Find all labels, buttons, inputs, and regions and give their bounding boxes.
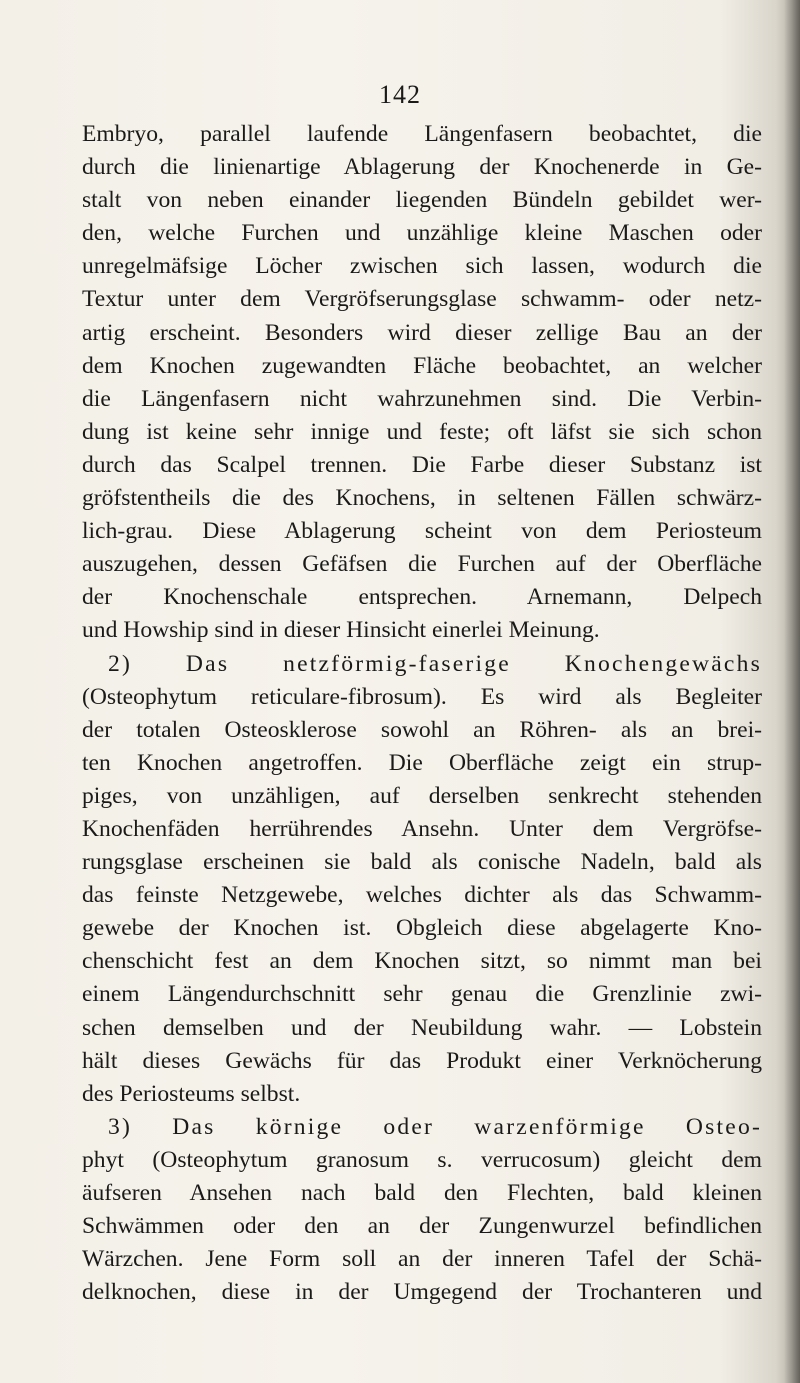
text-line: Schwämmen oder den an der Zungenwurzel befindlichen	[82, 1213, 762, 1240]
text-line: rungsglase erscheinen sie bald als conische Nadeln, bald als	[82, 849, 762, 876]
text-line: durch die linienartige Ablagerung der Knochenerde in Ge-	[82, 154, 762, 181]
page-edge-shadow	[784, 0, 800, 1383]
text-line: auszugehen, dessen Gefäfsen die Furchen auf der Oberfläche	[82, 551, 762, 578]
text-line: Wärzchen. Jene Form soll an der inneren Tafel der Schä-	[82, 1246, 762, 1273]
text-line: stalt von neben einander liegenden Bündeln gebildet wer-	[82, 187, 762, 214]
text-line: und Howship sind in dieser Hinsicht einerlei Meinung.	[82, 617, 600, 644]
text-line: den, welche Furchen und unzählige kleine Maschen oder	[82, 220, 762, 247]
text-line: einem Längendurchschnitt sehr genau die Grenzlinie zwi-	[82, 981, 762, 1008]
text-line: ten Knochen angetroffen. Die Oberfläche zeigt ein strup-	[82, 749, 762, 776]
text-line: Knochenfäden herrührendes Ansehn. Unter dem Vergröfse-	[82, 815, 762, 842]
text-line: (Osteophytum reticulare-fibrosum). Es wird als Begleiter	[82, 683, 762, 710]
text-line: dung ist keine sehr innige und feste; oft läfst sie sich schon	[82, 418, 762, 445]
text-line: der totalen Osteosklerose sowohl an Röhren- als an brei-	[82, 716, 762, 743]
section-heading-line: 3) Das körnige oder warzenförmige Osteo-	[108, 1113, 762, 1140]
text-line: gröfstentheils die des Knochens, in seltenen Fällen schwärz-	[82, 485, 762, 512]
text-line: Textur unter dem Vergröfserungsglase schwamm- oder netz-	[82, 286, 762, 313]
text-line: hält dieses Gewächs für das Produkt einer Verknöcherung	[82, 1047, 762, 1074]
text-line: dem Knochen zugewandten Fläche beobachtet, an welcher	[82, 352, 762, 379]
body-text	[82, 118, 762, 1309]
text-line: äufseren Ansehen nach bald den Flechten, bald kleinen	[82, 1180, 762, 1206]
text-line: artig erscheint. Besonders wird dieser zellige Bau an der	[82, 319, 762, 346]
text-line: chenschicht fest an dem Knochen sitzt, so nimmt man bei	[82, 948, 762, 975]
text-line: delknochen, diese in der Umgegend der Trochanteren und	[82, 1279, 762, 1306]
text-line: piges, von unzähligen, auf derselben senkrecht stehenden	[82, 782, 762, 809]
page-number: 142	[379, 80, 421, 109]
text-line: phyt (Osteophytum granosum s. verrucosum) gleicht dem	[82, 1146, 762, 1173]
text-line: gewebe der Knochen ist. Obgleich diese abgelagerte Kno-	[82, 915, 762, 942]
text-line: unregelmäfsige Löcher zwischen sich lassen, wodurch die	[82, 253, 762, 280]
section-heading-line: 2) Das netzförmig-faserige Knochengewächs	[108, 650, 762, 677]
text-line: schen demselben und der Neubildung wahr. — Lobstein	[82, 1014, 762, 1041]
text-line: lich-grau. Diese Ablagerung scheint von dem Periosteum	[82, 518, 762, 545]
text-line: der Knochenschale entsprechen. Arnemann, Delpech	[82, 584, 762, 611]
text-line: Embryo, parallel laufende Längenfasern beobachtet, die	[82, 121, 762, 147]
text-line: des Periosteums selbst.	[82, 1080, 301, 1107]
text-line: das feinste Netzgewebe, welches dichter als das Schwamm-	[82, 882, 762, 909]
text-line: die Längenfasern nicht wahrzunehmen sind. Die Verbin-	[82, 385, 762, 412]
text-line: durch das Scalpel trennen. Die Farbe dieser Substanz ist	[82, 451, 762, 478]
